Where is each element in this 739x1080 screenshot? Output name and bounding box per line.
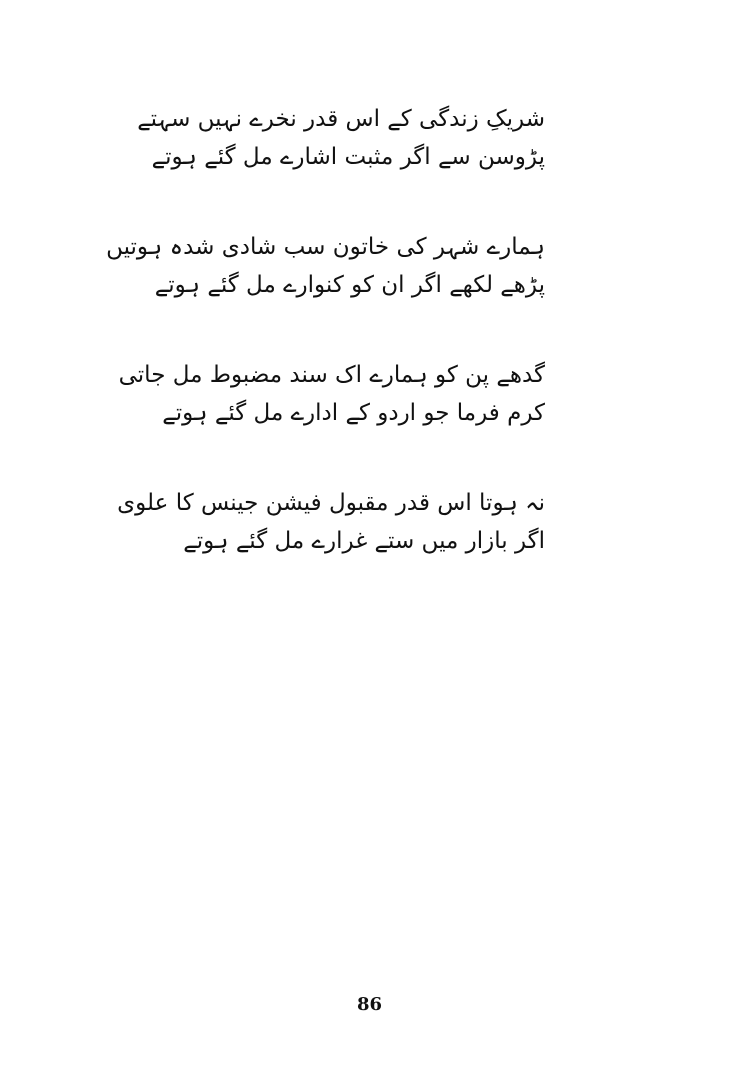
stanza-3 (118, 356, 545, 432)
verse-line: ہمارے شہر کی خاتون سب شادی شدہ ہوتیں (106, 234, 545, 260)
verse-line: اگر بازار میں ستے غرارے مل گئے ہوتے (183, 528, 545, 554)
poem (106, 100, 545, 612)
verse-line: پڑوسن سے اگر مثبت اشارے مل گئے ہوتے (151, 144, 545, 170)
verse-line: شریکِ زندگی کے اس قدر نخرے نہیں سہتے (137, 106, 545, 132)
verse-line: گدھے پن کو ہمارے اک سند مضبوط مل جاتی (118, 362, 545, 388)
stanza-2 (106, 228, 545, 304)
verse-line: نہ ہوتا اس قدر مقبول فیشن جینس کا علوی (117, 490, 545, 516)
stanza-4 (117, 484, 545, 560)
verse-line: کرم فرما جو اردو کے ادارے مل گئے ہوتے (162, 400, 545, 426)
page-number: 86 (356, 994, 383, 1015)
verse-line: پڑھے لکھے اگر ان کو کنوارے مل گئے ہوتے (154, 272, 545, 298)
stanza-1 (137, 100, 545, 176)
